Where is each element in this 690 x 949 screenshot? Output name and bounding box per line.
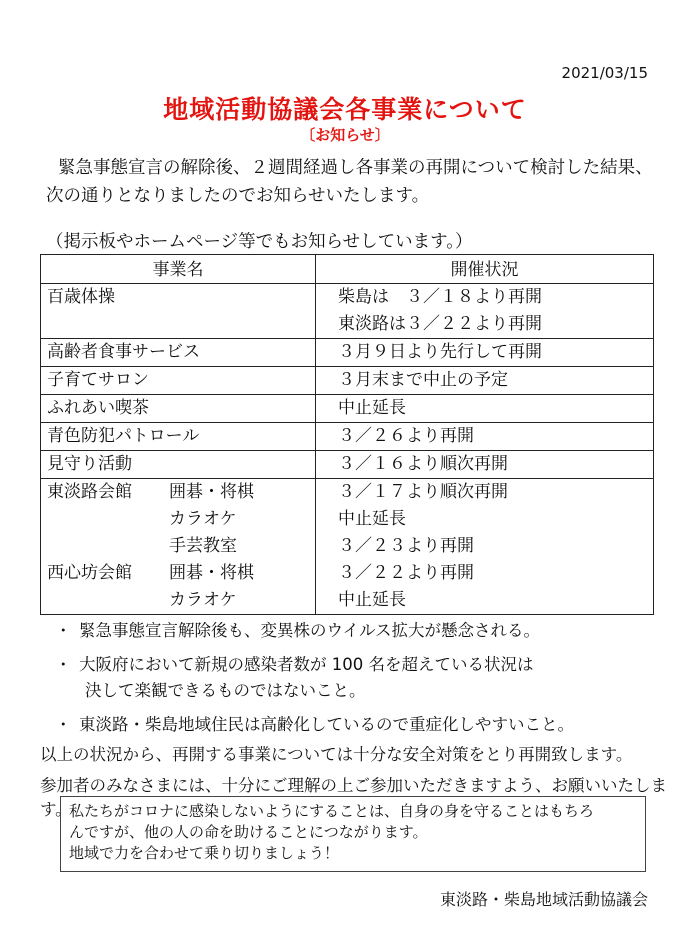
list-item: ・ 緊急事態宣言解除後も、変異株のウイルス拡大が懸念される。 bbox=[55, 618, 574, 644]
message-box bbox=[60, 796, 646, 872]
document-subtitle: 〔お知らせ〕 bbox=[300, 126, 390, 144]
hall-name: 西心坊会館 bbox=[47, 563, 132, 583]
header-event-name: 事業名 bbox=[41, 255, 316, 284]
organization-signature: 東淡路・柴島地域活動協議会 bbox=[439, 890, 648, 909]
message-line: 地域で力を合わせて乗り切りましょう！ bbox=[69, 844, 340, 862]
list-item: ・ 大阪府において新規の感染者数が 100 名を超えている状況は 決して楽観できるものではないこと。 bbox=[55, 652, 574, 704]
document-title: 地域活動協議会各事業について bbox=[163, 95, 527, 124]
intro-note: （掲示板やホームページ等でもお知らせしています。） bbox=[46, 232, 473, 252]
table-header-row bbox=[41, 255, 654, 284]
bullet-icon: ・ bbox=[55, 655, 72, 674]
bullet-icon: ・ bbox=[55, 715, 72, 734]
event-status: 中止延長 bbox=[338, 590, 406, 610]
hall-activity: 囲碁・将棋 bbox=[169, 482, 254, 502]
event-status: 中止延長 bbox=[338, 398, 406, 418]
event-name: 青色防犯パトロール bbox=[47, 426, 200, 446]
event-name: ふれあい喫茶 bbox=[47, 398, 149, 418]
hall-name: 東淡路会館 bbox=[47, 482, 132, 502]
events-table bbox=[40, 254, 654, 615]
event-status: ３月９日より先行して再開 bbox=[338, 342, 542, 362]
table-row bbox=[41, 395, 654, 423]
table-row bbox=[41, 451, 654, 479]
message-line: んですが、他の人の命を助けることにつながります。 bbox=[69, 823, 428, 841]
hall-activity: 手芸教室 bbox=[169, 536, 237, 556]
event-status: 柴島は ３／１８より再開 bbox=[338, 287, 542, 307]
event-name: 高齢者食事サービス bbox=[47, 342, 200, 362]
event-status: ３／２２より再開 bbox=[338, 563, 474, 583]
event-status: 東淡路は３／２２より再開 bbox=[338, 314, 542, 334]
table-row bbox=[41, 284, 654, 339]
event-status: ３／１７より順次再開 bbox=[338, 482, 508, 502]
event-name: 見守り活動 bbox=[47, 454, 132, 474]
event-status: ３／２３より再開 bbox=[338, 536, 474, 556]
header-status: 開催状況 bbox=[316, 255, 654, 284]
event-name: 百歳体操 bbox=[47, 287, 115, 307]
table-row bbox=[41, 367, 654, 395]
closing-statement: 以上の状況から、再開する事業については十分な安全対策をとり再開致します。 bbox=[40, 745, 633, 764]
message-line: 私たちがコロナに感染しないようにすることは、自身の身を守ることはもちろ bbox=[69, 802, 595, 820]
event-status: ３月末まで中止の予定 bbox=[338, 370, 508, 390]
hall-activity: カラオケ bbox=[169, 590, 237, 610]
bullet-icon: ・ bbox=[55, 621, 72, 640]
list-item: ・ 東淡路・柴島地域住民は高齢化しているので重症化しやすいこと。 bbox=[55, 712, 574, 738]
concern-list bbox=[55, 618, 574, 746]
closing-request: 参加者のみなさまには、十分にご理解の上ご参加いただきますよう、お願いいたします。 bbox=[40, 776, 667, 819]
event-status: ３／２６より再開 bbox=[338, 426, 474, 446]
hall-activity: カラオケ bbox=[169, 509, 237, 529]
event-name: 子育てサロン bbox=[47, 370, 149, 390]
table-row-halls bbox=[41, 479, 654, 615]
table-row bbox=[41, 339, 654, 367]
event-status: 中止延長 bbox=[338, 509, 406, 529]
table-row bbox=[41, 423, 654, 451]
event-status: ３／１６より順次再開 bbox=[338, 454, 508, 474]
document-date: 2021/03/15 bbox=[561, 64, 648, 82]
hall-activity: 囲碁・将棋 bbox=[169, 563, 254, 583]
intro-paragraph: 緊急事態宣言の解除後、２週間経過し各事業の再開について検討した結果、次の通りとなりましたのでお知らせいたします。 bbox=[46, 158, 653, 206]
